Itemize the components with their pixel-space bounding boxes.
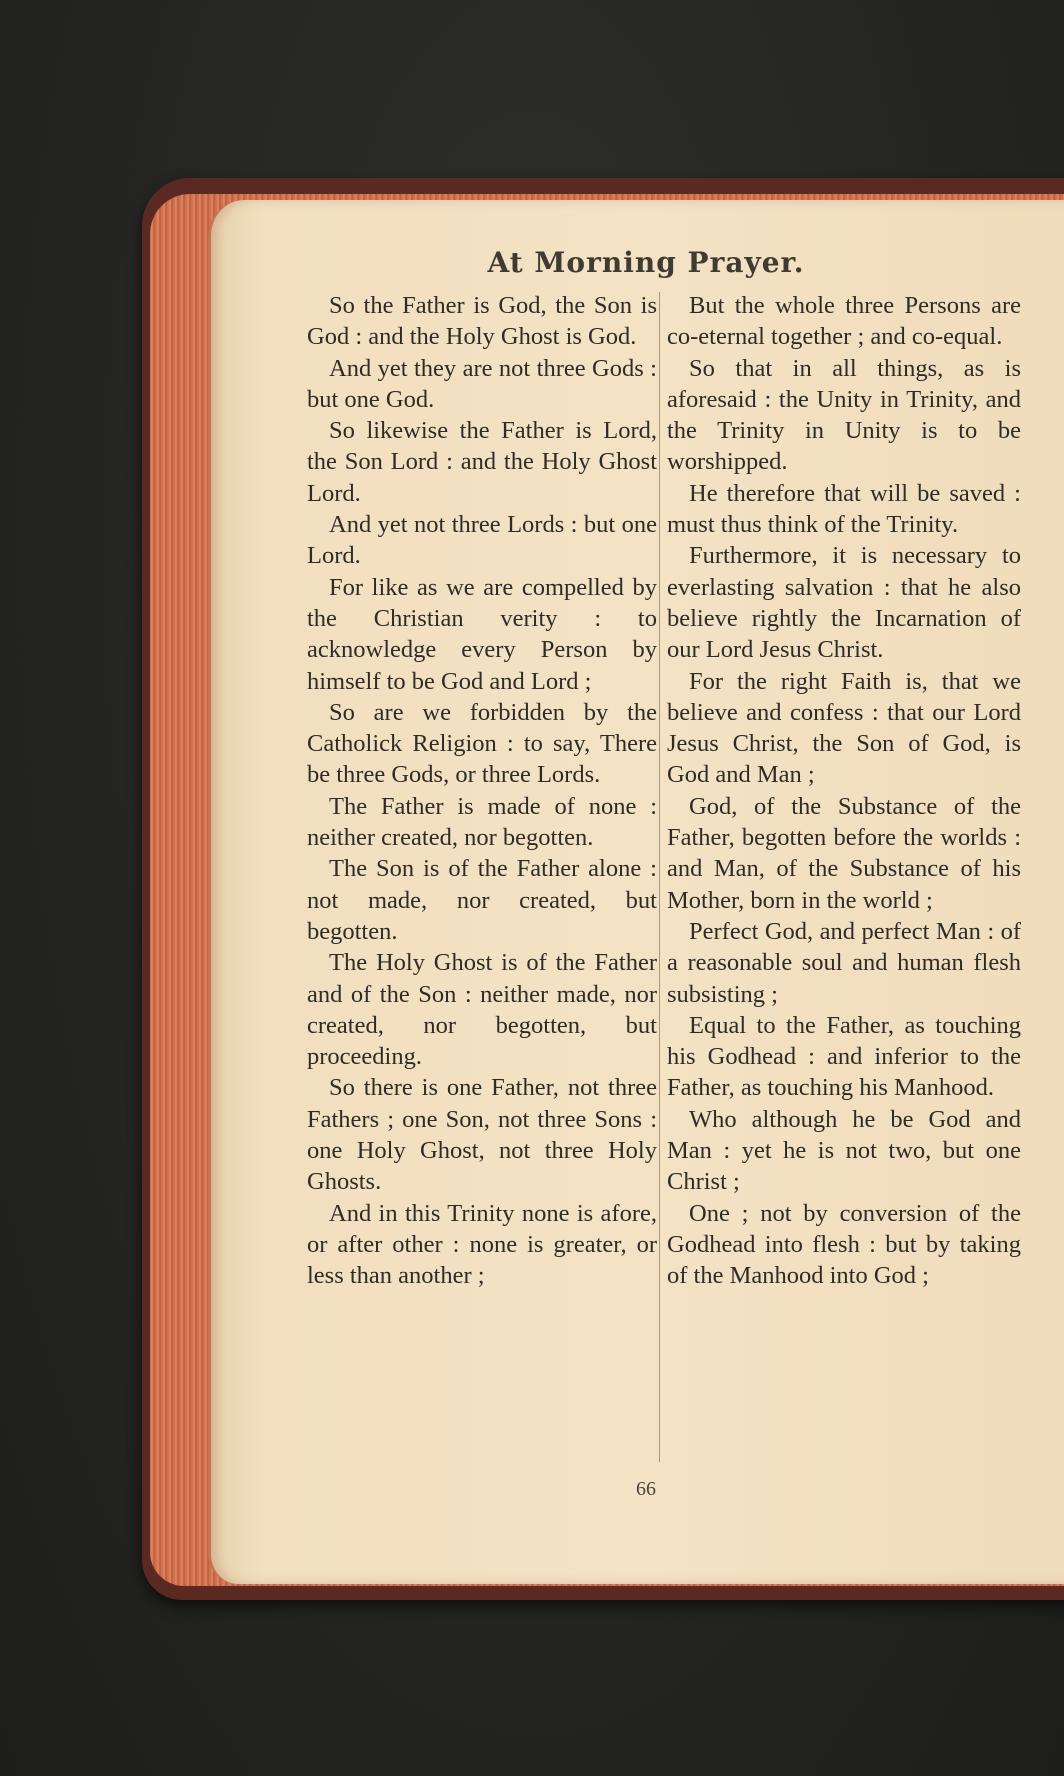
verse-paragraph: So are we forbidden by the Catholick Religion : to say, There be three Gods, or three Lords. [307,698,657,789]
verse-paragraph: But the whole three Persons are co-eternal together ; and co-equal. [667,292,1021,351]
book-page [208,200,1064,1584]
right-column [667,290,1021,1292]
column-divider [659,292,660,1462]
verse-paragraph: One ; not by conversion of the Godhead into flesh : but by taking of the Manhood into God ; [667,1199,1021,1290]
verse-paragraph: The Father is made of none : neither created, nor begotten. [307,792,657,852]
verse-paragraph: The Holy Ghost is of the Father and of the Son : neither made, nor created, nor begotten, but proceeding. [307,949,657,1071]
left-column [307,290,657,1292]
verse-paragraph: So that in all things, as is aforesaid : the Unity in Trinity, and the Trinity in Unity is to be worshipped. [667,354,1021,476]
running-header: At Morning Prayer. [487,246,805,279]
verse-paragraph: So likewise the Father is Lord, the Son Lord : and the Holy Ghost Lord. [307,417,657,507]
verse-paragraph: Who although he be God and Man : yet he is not two, but one Christ ; [667,1105,1021,1196]
verse-paragraph: And in this Trinity none is afore, or after other : none is greater, or less than another ; [307,1199,657,1290]
verse-paragraph: And yet not three Lords : but one Lord. [307,511,657,570]
verse-paragraph: So the Father is God, the Son is God : and the Holy Ghost is God. [307,292,657,351]
verse-paragraph: Furthermore, it is necessary to everlasting salvation : that he also believe rightly the Incarnation of our Lord Jesus Christ. [667,542,1021,664]
verse-paragraph: The Son is of the Father alone : not made, nor created, but begotten. [307,855,657,945]
verse-paragraph: For the right Faith is, that we believe and confess : that our Lord Jesus Christ, the Son of God, is God and Man ; [667,667,1021,789]
verse-paragraph: And yet they are not three Gods : but one God. [307,354,657,413]
verse-paragraph: Equal to the Father, as touching his Godhead : and inferior to the Father, as touching his Manhood. [667,1011,1021,1102]
verse-paragraph: He therefore that will be saved : must thus think of the Trinity. [667,479,1021,539]
verse-paragraph: So there is one Father, not three Fathers ; one Son, not three Sons : one Holy Ghost, not three Holy Ghosts. [307,1074,657,1196]
verse-paragraph: Perfect God, and perfect Man : of a reasonable soul and human flesh subsisting ; [667,917,1021,1008]
verse-paragraph: God, of the Substance of the Father, begotten before the worlds : and Man, of the Substance of his Mother, born in the world ; [667,792,1021,914]
page-number: 66 [636,1478,656,1500]
verse-paragraph: For like as we are compelled by the Christian verity : to acknowledge every Person by himself to be God and Lord ; [307,573,657,695]
